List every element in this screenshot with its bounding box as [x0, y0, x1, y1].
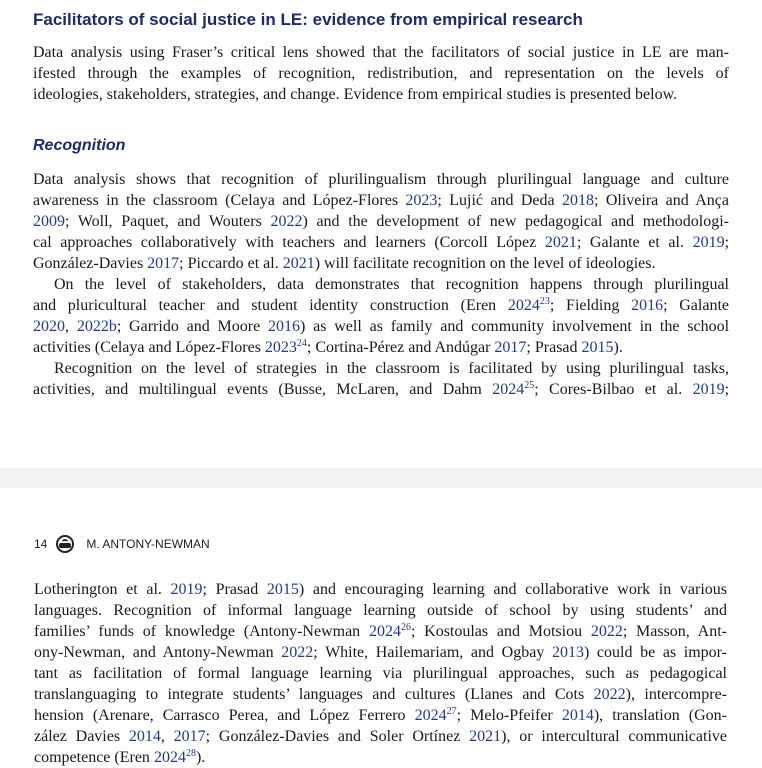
citation-link[interactable]: 2019	[692, 381, 725, 398]
text: On the level of stakeholders, data demonstrates that recognition happens through plurilingual	[54, 276, 729, 293]
citation-link[interactable]: 2024	[414, 707, 447, 724]
text: ; Melo-Pfeifer	[456, 707, 562, 724]
text: ; Cores-Bilbao et al.	[534, 381, 693, 398]
text: ) could be as impor-	[583, 644, 727, 661]
text-line	[33, 169, 729, 190]
citation-link[interactable]: 2017	[494, 339, 527, 356]
text-line	[34, 663, 727, 684]
text-line	[33, 190, 729, 211]
text-line	[34, 705, 727, 726]
text: González-Davies	[33, 255, 148, 272]
text: ) will facilitate recognition on the level of ideologies.	[314, 255, 656, 272]
page-2	[0, 488, 762, 765]
text: languages. Recognition of informal language learning outside of school by using students’ and	[34, 602, 727, 619]
text-line	[34, 600, 727, 621]
text-line	[33, 295, 729, 316]
citation-link[interactable]: 2022b	[76, 318, 117, 335]
text: ; Garrido and Moore	[116, 318, 268, 335]
recognition-paragraph-3	[33, 358, 729, 400]
text: ,	[160, 728, 174, 745]
publisher-logo-icon	[56, 535, 74, 553]
citation-link[interactable]: 2009	[33, 213, 65, 230]
citation-link[interactable]: 2019	[692, 234, 725, 251]
text: ), or intercultural communicative	[501, 728, 727, 745]
text: ) as well as family and community involvement in the school	[299, 318, 730, 335]
text-line	[33, 358, 729, 379]
text: tant as facilitation of formal language learning via plurilingual approaches, such as pedagogical	[34, 665, 727, 682]
footnote-marker[interactable]: 27	[446, 706, 457, 717]
citation-link[interactable]: 2022	[281, 644, 314, 661]
footnote-marker[interactable]: 25	[524, 380, 535, 391]
intro-paragraph	[33, 42, 729, 105]
running-header	[34, 535, 210, 553]
citation-link[interactable]: 2021	[544, 234, 577, 251]
section-heading: Facilitators of social justice in LE: evidence from empirical research	[33, 10, 583, 29]
text: activities (Celaya and López-Flores	[33, 339, 265, 356]
text-line	[33, 274, 729, 295]
text: ).	[195, 749, 206, 766]
text: ; Lujić and Deda	[437, 192, 563, 209]
text: ; Galante	[663, 297, 729, 314]
text: ;	[724, 234, 730, 251]
citation-link[interactable]: 2017	[173, 728, 206, 745]
text: ; Prasad	[526, 339, 582, 356]
text: ; Prasad	[202, 581, 267, 598]
citation-link[interactable]: 2023	[264, 339, 297, 356]
intro-line: Data analysis using Fraser’s critical lens showed that the facilitators of social justice in LE are man-	[33, 44, 729, 61]
text: hension (Arenare, Carrasco Perea, and López Ferrero	[34, 707, 415, 724]
citation-link[interactable]: 2014	[561, 707, 594, 724]
running-head-author: M. ANTONY-NEWMAN	[86, 537, 210, 551]
text-line	[34, 684, 727, 705]
text: ; White, Hailemariam, and Ogbay	[313, 644, 552, 661]
footnote-marker[interactable]: 24	[296, 338, 307, 349]
text: and pluricultural teacher and student identity construction (Eren	[33, 297, 508, 314]
text: ,	[65, 318, 77, 335]
text-line	[33, 211, 729, 232]
text: Recognition on the level of strategies in the classroom is facilitated by using plurilingual tasks,	[54, 360, 729, 377]
text: ), intercompre-	[625, 686, 728, 703]
text: ), translation (Gon-	[593, 707, 728, 724]
text: ; Galante et al.	[576, 234, 693, 251]
citation-link[interactable]: 2021	[282, 255, 315, 272]
citation-link[interactable]: 2024	[492, 381, 525, 398]
citation-link[interactable]: 2017	[147, 255, 180, 272]
text: ; Fielding	[549, 297, 632, 314]
text-line	[33, 379, 729, 400]
text: ;	[724, 381, 730, 398]
recognition-paragraph-2	[33, 274, 729, 358]
text-line	[34, 579, 727, 600]
text: ; Cortina-Pérez and Andúgar	[306, 339, 495, 356]
text-line	[34, 642, 727, 663]
text: ) and the development of new pedagogical and methodologi-	[302, 213, 729, 230]
text: families’ funds of knowledge (Antony-Newman	[34, 623, 369, 640]
citation-link[interactable]: 2019	[170, 581, 203, 598]
continued-paragraph	[34, 579, 727, 768]
citation-link[interactable]: 2024	[507, 297, 540, 314]
text: ) and encouraging learning and collaborative work in various	[298, 581, 727, 598]
text: ; González-Davies and Soler Ortínez	[205, 728, 470, 745]
footnote-marker[interactable]: 28	[185, 748, 196, 759]
text: translanguaging to integrate students’ languages and cultures (Llanes and Cots	[34, 686, 594, 703]
text: ).	[613, 339, 623, 356]
citation-link[interactable]: 2024	[368, 623, 401, 640]
citation-link[interactable]: 2016	[267, 318, 300, 335]
footnote-marker[interactable]: 26	[400, 622, 411, 633]
citation-link[interactable]: 2016	[631, 297, 664, 314]
text: ; Oliveira and Ança	[594, 192, 729, 209]
text: Lotherington et al.	[34, 581, 171, 598]
citation-link[interactable]: 2022	[593, 686, 626, 703]
text: Data analysis shows that recognition of plurilingualism through plurilingual language and culture	[33, 171, 729, 188]
text: ; Masson, Ant-	[622, 623, 727, 640]
recognition-paragraph-1	[33, 169, 729, 274]
text: cal approaches collaboratively with teachers and learners (Corcoll López	[33, 234, 545, 251]
text: zález Davies	[34, 728, 129, 745]
text: ony-Newman, and Antony-Newman	[34, 644, 282, 661]
subsection-heading: Recognition	[33, 137, 126, 154]
citation-link[interactable]: 2014	[128, 728, 161, 745]
citation-link[interactable]: 2022	[270, 213, 303, 230]
text: ; Piccardo et al.	[179, 255, 283, 272]
text: awareness in the classroom (Celaya and López-Flores	[33, 192, 406, 209]
text: activities, and multilingual events (Busse, McLaren, and Dahm	[33, 381, 493, 398]
citation-link[interactable]: 2021	[469, 728, 502, 745]
text-line	[33, 316, 729, 337]
citation-link[interactable]: 2020	[33, 318, 65, 335]
citation-link[interactable]: 2015	[266, 581, 299, 598]
page-separator	[0, 468, 762, 488]
text-line	[33, 337, 729, 358]
citation-link[interactable]: 2013	[551, 644, 584, 661]
text-line	[34, 726, 727, 747]
page-number: 14	[34, 537, 48, 551]
text-line	[33, 232, 729, 253]
intro-line: ideologies, stakeholders, strategies, and change. Evidence from empirical studies is presented below.	[33, 86, 678, 103]
text: ; Woll, Paquet, and Wouters	[65, 213, 271, 230]
intro-line: ifested through the examples of recognition, redistribution, and representation on the levels of	[33, 65, 729, 82]
text-line	[34, 621, 727, 642]
citation-link[interactable]: 2022	[590, 623, 623, 640]
citation-link[interactable]: 2018	[562, 192, 595, 209]
citation-link[interactable]: 2024	[153, 749, 186, 766]
text: competence (Eren	[34, 749, 154, 766]
citation-link[interactable]: 2015	[581, 339, 614, 356]
footnote-marker[interactable]: 23	[539, 296, 550, 307]
citation-link[interactable]: 2023	[405, 192, 438, 209]
text-line	[33, 253, 729, 274]
text: ; Kostoulas and Motsiou	[410, 623, 591, 640]
